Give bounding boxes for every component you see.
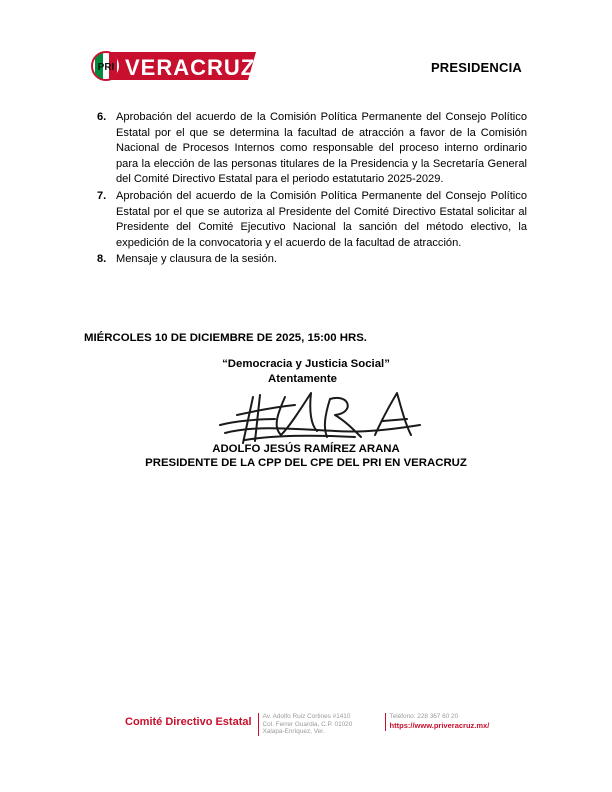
salutation: Atentamente xyxy=(268,373,337,385)
footer-org-name: Comité Directivo Estatal xyxy=(125,716,252,728)
agenda-item-text: Aprobación del acuerdo de la Comisión Política Permanente del Consejo Político Estatal por el que se determina la facultad de atracción a favor de la Comisión Nacional de Procesos Internos como responsable del proceso interno ordinario para la elección de las personas titulares de la Presidencia y la Secretaría General del Comité Directivo Estatal para el periodo estatutario 2025-2029. xyxy=(116,111,527,186)
handwritten-signature xyxy=(215,385,435,445)
pri-veracruz-logo xyxy=(90,48,258,84)
signer-name: ADOLFO JESÚS RAMÍREZ ARANA xyxy=(212,443,400,455)
footer-address-line: Av. Adolfo Ruiz Cortines #1410 xyxy=(262,713,351,720)
session-date: MIÉRCOLES 10 DE DICIEMBRE DE 2025, 15:00 HRS. xyxy=(84,332,367,344)
motto-text: “Democracia y Justicia Social” xyxy=(222,358,390,370)
footer-phone: Teléfono: 228 367 60 20 xyxy=(389,713,459,720)
signer-title: PRESIDENTE DE LA CPP DEL CPE DEL PRI EN VERACRUZ xyxy=(145,457,467,469)
section-title: PRESIDENCIA xyxy=(430,60,522,75)
agenda-item-text: Aprobación del acuerdo de la Comisión Política Permanente del Consejo Político Estatal por el que se autoriza al Presidente del Comité Directivo Estatal solicitar al Presidente del Comité Ejecutivo Nacional la sanción del método electivo, la expedición de la convocatoria y el acuerdo de la facultad de atracción. xyxy=(116,189,527,249)
agenda-item xyxy=(97,189,527,251)
footer-address-line: Col. Ferrer Guardia, C.P. 01020 xyxy=(262,720,353,728)
agenda-item-number: 6. xyxy=(97,111,107,123)
footer-contact xyxy=(385,713,490,731)
footer xyxy=(125,713,489,745)
logo-text: VERACRUZ xyxy=(125,55,256,80)
agenda-item xyxy=(97,110,527,188)
agenda-list xyxy=(97,110,527,269)
footer-address xyxy=(258,713,381,736)
logo-mark-text: PRI xyxy=(97,62,115,73)
motto xyxy=(0,358,612,370)
footer-address-line: Xalapa-Enríquez, Ver. xyxy=(262,728,325,736)
agenda-item xyxy=(97,252,527,268)
agenda-item-text: Mensaje y clausura de la sesión. xyxy=(116,253,277,266)
agenda-item-number: 7. xyxy=(97,189,107,202)
agenda-item-number: 8. xyxy=(97,253,107,266)
footer-website-link[interactable]: https://www.priveracruz.mx/ xyxy=(389,720,490,730)
